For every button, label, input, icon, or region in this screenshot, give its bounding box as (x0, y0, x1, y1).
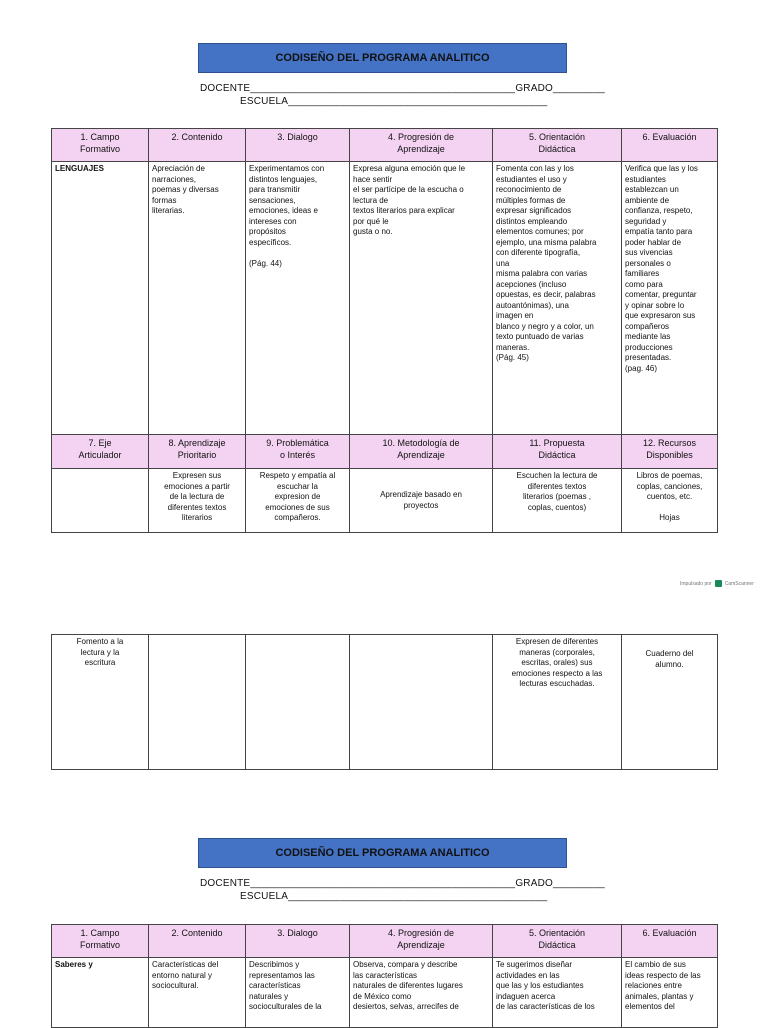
page2-table (51, 634, 718, 770)
header-contenido: 2. Contenido (149, 129, 246, 162)
camscanner-icon (715, 580, 722, 587)
recursos-text: Libros de poemas, coplas, canciones, cuentos, etc. (636, 471, 703, 501)
header-recursos: 12. Recursos Disponibles (622, 435, 718, 469)
progresion-cell: Expresa alguna emoción que le hace sentir el ser partícipe de la escucha o lectura de textos literarios para explicar por qué le gusta o no. (350, 162, 493, 435)
page1-content-row (52, 162, 718, 435)
header-evaluacion-3: 6. Evaluación (622, 925, 718, 958)
page1-title: CODISEÑO DEL PROGRAMA ANALITICO (275, 52, 490, 64)
evaluacion-cell: Verifica que las y los estudiantes establezcan un ambiente de confianza, respeto, seguridad y empatía tanto para poder hablar de sus vivencias personales o familiares como para comentar, preguntar y opinar sobre lo que expresaron sus compañeros mediante las producciones presentadas. (pag. 46) (622, 162, 718, 435)
problematica-cell: Respeto y empatía al escuchar la expresion de emociones de sus compañeros. (246, 469, 350, 533)
contenido-cell: Apreciación de narraciones, poemas y diversas formas literarias. (149, 162, 246, 435)
header-problematica: 9. Problemática o Interés (246, 435, 350, 469)
recursos-cell-2: Cuaderno del alumno. (622, 635, 718, 770)
eje-fomento-cell: Fomento a la lectura y la escritura (52, 635, 149, 770)
campo-saberes: Saberes y (52, 958, 149, 1028)
campo-lenguajes: LENGUAJES (52, 162, 149, 435)
page3-escuela-line: ESCUELA_____________________________________________ (240, 891, 548, 902)
page3-title: CODISEÑO DEL PROGRAMA ANALITICO (275, 847, 490, 859)
watermark-label: Impulsado por (680, 580, 712, 587)
propuesta-cell-2: Expresen de diferentes maneras (corporales, escritas, orales) sus emociones respecto a las lecturas escuchadas. (493, 635, 622, 770)
header-aprendizaje-prioritario: 8. Aprendizaje Prioritario (149, 435, 246, 469)
page2-row (52, 635, 718, 770)
page3-header-row (52, 925, 718, 958)
camscanner-watermark (680, 580, 754, 587)
page3-title-bar (198, 838, 567, 868)
header-progresion: 4. Progresión de Aprendizaje (350, 129, 493, 162)
header-campo-formativo: 1. Campo Formativo (52, 129, 149, 162)
eje-cell (52, 469, 149, 533)
propuesta-cell: Escuchen la lectura de diferentes textos literarios (poemas , coplas, cuentos) (493, 469, 622, 533)
contenido-cell-3: Características del entorno natural y sociocultural. (149, 958, 246, 1028)
header-eje-articulador: 7. Eje Articulador (52, 435, 149, 469)
header-progresion-3: 4. Progresión de Aprendizaje (350, 925, 493, 958)
page1-escuela-line: ESCUELA_____________________________________________ (240, 96, 548, 107)
aprendizaje-cell: Expresen sus emociones a partir de la lectura de diferentes textos literarios (149, 469, 246, 533)
page1-header-row-mid (52, 435, 718, 469)
metodologia-cell-2 (350, 635, 493, 770)
header-propuesta: 11. Propuesta Didáctica (493, 435, 622, 469)
header-dialogo: 3. Dialogo (246, 129, 350, 162)
watermark-brand: CamScanner (724, 580, 754, 587)
dialogo-cell: Experimentamos con distintos lenguajes, para transmitir sensaciones, emociones, ideas e intereses con propósitos específicos. (Pág. 44) (246, 162, 350, 435)
header-campo-formativo-3: 1. Campo Formativo (52, 925, 149, 958)
recursos-cell (622, 469, 718, 533)
page1-title-bar (198, 43, 567, 73)
page3-docente-line: DOCENTE______________________________________________GRADO_________ (200, 878, 605, 889)
recursos-hojas: Hojas (659, 512, 680, 522)
progresion-cell-3: Observa, compara y describe las características naturales de diferentes lugares de México como desiertos, selvas, arrecifes de (350, 958, 493, 1028)
problematica-cell-2 (246, 635, 350, 770)
header-orientacion: 5. Orientación Didáctica (493, 129, 622, 162)
header-evaluacion: 6. Evaluación (622, 129, 718, 162)
evaluacion-cell-3: El cambio de sus ideas respecto de las relaciones entre animales, plantas y elementos del (622, 958, 718, 1028)
header-dialogo-3: 3. Dialogo (246, 925, 350, 958)
page3-content-row (52, 958, 718, 1028)
page1-docente-line: DOCENTE______________________________________________GRADO_________ (200, 83, 605, 94)
header-metodologia: 10. Metodología de Aprendizaje (350, 435, 493, 469)
header-orientacion-3: 5. Orientación Didáctica (493, 925, 622, 958)
dialogo-cell-3: Describimos y representamos las características naturales y socioculturales de la (246, 958, 350, 1028)
orientacion-cell: Fomenta con las y los estudiantes el uso y reconocimiento de múltiples formas de expresar significados distintos empleando elementos comunes; por ejemplo, una misma palabra con diferente tipografía, una misma palabra con varias acepciones (incluso opuestas, es decir, palabras autoantónimas), una imagen en blanco y negro y a color, un texto puntuado de varias maneras. (Pág. 45) (493, 162, 622, 435)
page3-table (51, 924, 718, 1028)
header-contenido-3: 2. Contenido (149, 925, 246, 958)
aprendizaje-cell-2 (149, 635, 246, 770)
page1-bottom-row (52, 469, 718, 533)
orientacion-cell-3: Te sugerimos diseñar actividades en las que las y los estudiantes indaguen acerca de las características de los (493, 958, 622, 1028)
page1-header-row-top (52, 129, 718, 162)
metodologia-cell: Aprendizaje basado en proyectos (350, 469, 493, 533)
page1-table (51, 128, 718, 533)
